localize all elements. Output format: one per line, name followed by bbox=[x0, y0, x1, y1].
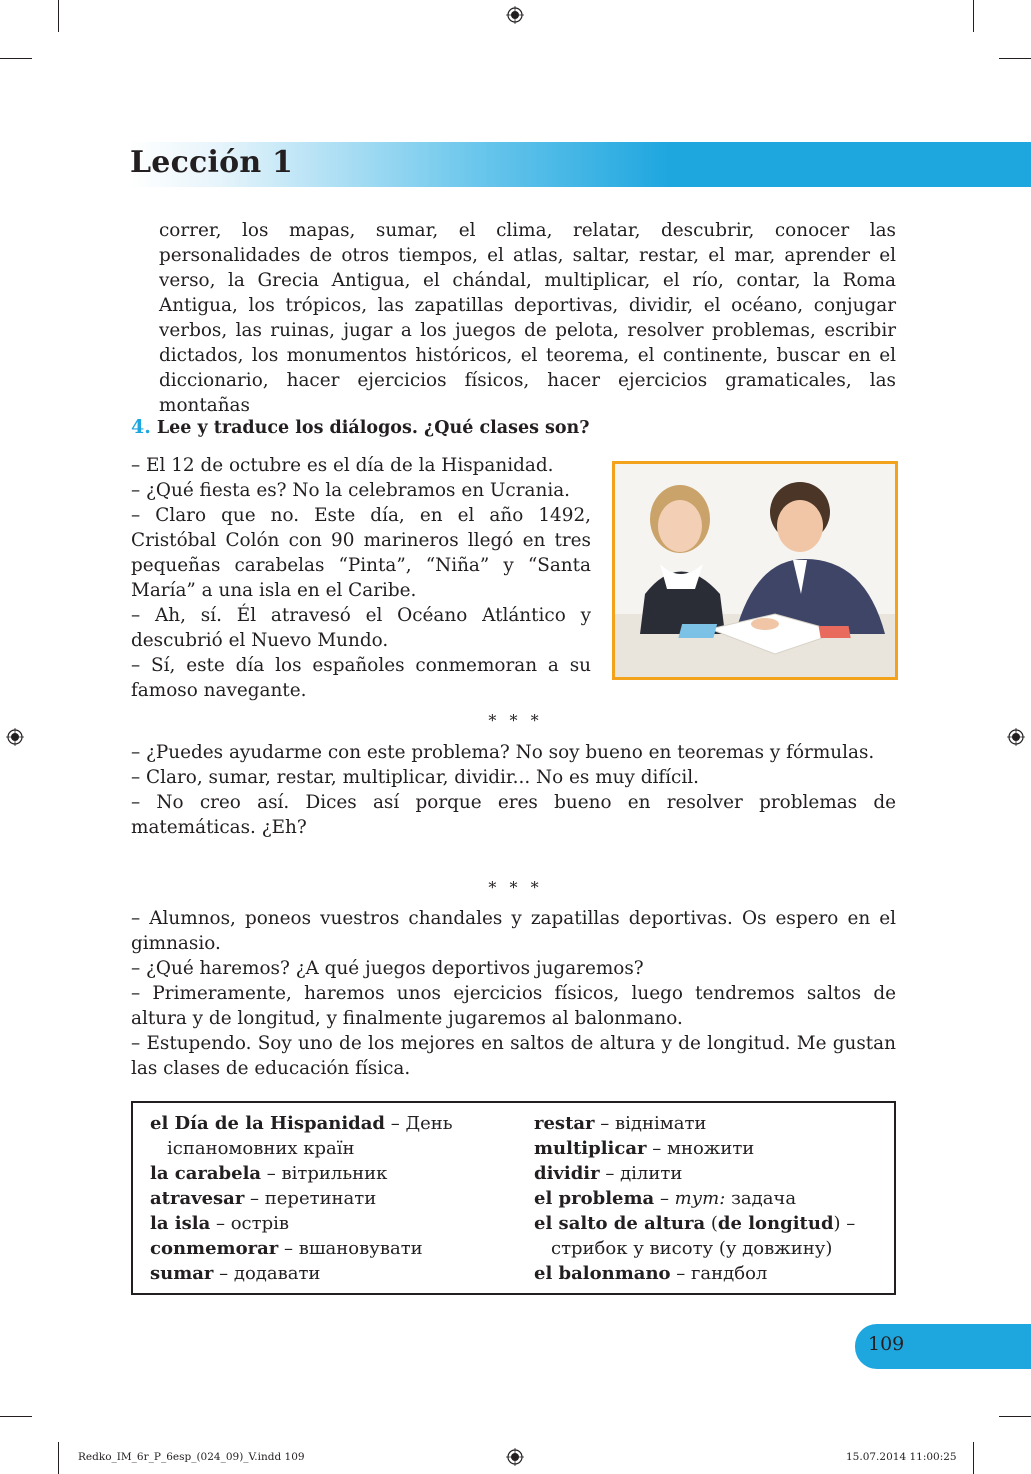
registration-mark-icon bbox=[1007, 728, 1025, 746]
registration-mark-icon bbox=[6, 728, 24, 746]
dialog-line: – ¿Puedes ayudarme con este problema? No soy bueno en teoremas y fórmulas. bbox=[131, 742, 875, 763]
dialog-line: – Claro que no. Este día, en el año 1492, Cristóbal Colón con 90 marineros llegó en tres pequeñas carabelas “Pinta”, “Niña” y “Santa María” a una isla en el Caribe. bbox=[131, 505, 591, 601]
dialog-line: – Estupendo. Soy uno de los mejores en saltos de altura y de longitud. Me gustan las clases de educación física. bbox=[131, 1033, 896, 1079]
vocab-entry: dividir – ділити bbox=[534, 1163, 683, 1184]
dialog-hispanidad bbox=[131, 453, 591, 703]
dialog-math bbox=[131, 740, 896, 840]
vocabulary-word-list: correr, los mapas, sumar, el clima, relatar, descubrir, conocer las personalidades de otros tiempos, el atlas, saltar, restar, el mar, aprender el verso, la Grecia Antigua, el chándal, multiplicar, el río, contar, la Roma Antigua, los trópicos, las zapatillas deportivas, dividir, el océano, conjugar verbos, las ruinas, jugar a los juegos de pelota, resolver problemas, escribir dictados, los monumentos históricos, el teorema, el continente, buscar en el diccionario, hacer ejercicios físicos, hacer ejercicios gramaticales, las montañas bbox=[159, 220, 896, 416]
dialog-line: – Alumnos, poneos vuestros chandales y zapatillas deportivas. Os espero en el gimnasio. bbox=[131, 908, 896, 954]
dialog-line: – Sí, este día los españoles conmemoran a su famoso navegante. bbox=[131, 655, 591, 701]
exercise-heading bbox=[131, 416, 590, 438]
vocab-entry: sumar – додавати bbox=[150, 1263, 321, 1284]
section-separator: * * * bbox=[488, 878, 543, 897]
registration-mark-icon bbox=[506, 1448, 524, 1466]
children-reading-illustration bbox=[615, 464, 895, 677]
crop-mark bbox=[58, 0, 59, 32]
vocab-entry-continuation: іспаномовних країн bbox=[167, 1138, 355, 1159]
dialog-line: – Primeramente, haremos unos ejercicios físicos, luego tendremos saltos de altura y de longitud, y finalmente jugaremos al balonmano. bbox=[131, 983, 896, 1029]
dialog-line: – Claro, sumar, restar, multiplicar, dividir... No es muy difícil. bbox=[131, 767, 699, 788]
dialog-pe bbox=[131, 906, 896, 1081]
crop-mark bbox=[0, 1416, 32, 1417]
vocabulary-column-left bbox=[150, 1111, 520, 1286]
photo-children-reading bbox=[612, 461, 898, 680]
crop-mark bbox=[0, 58, 32, 59]
vocab-entry: el balonmano – гандбол bbox=[534, 1263, 768, 1284]
vocab-entry: el problema – тут: задача bbox=[534, 1188, 797, 1209]
vocabulary-column-right bbox=[534, 1111, 894, 1286]
vocab-entry: restar – віднімати bbox=[534, 1113, 707, 1134]
vocab-entry: multiplicar – множити bbox=[534, 1138, 755, 1159]
dialog-line: – Ah, sí. Él atravesó el Océano Atlántico y descubrió el Nuevo Mundo. bbox=[131, 605, 591, 651]
crop-mark bbox=[973, 1442, 974, 1474]
vocab-entry: conmemorar – вшановувати bbox=[150, 1238, 423, 1259]
vocab-entry: la carabela – вітрильник bbox=[150, 1163, 388, 1184]
vocab-entry: la isla – острів bbox=[150, 1213, 289, 1234]
crop-mark bbox=[999, 1416, 1031, 1417]
footer-file-name: Redko_IM_6r_P_6esp_(024_09)_V.indd 109 bbox=[78, 1451, 305, 1463]
registration-mark-icon bbox=[506, 6, 524, 24]
crop-mark bbox=[58, 1442, 59, 1474]
exercise-number: 4. bbox=[131, 416, 151, 438]
dialog-line: – No creo así. Dices así porque eres bueno en resolver problemas de matemáticas. ¿Eh? bbox=[131, 792, 896, 838]
crop-mark bbox=[973, 0, 974, 32]
section-separator: * * * bbox=[488, 711, 543, 730]
vocab-entry: el Día de la Hispanidad – День bbox=[150, 1113, 453, 1134]
lesson-title: Lección 1 bbox=[130, 145, 294, 180]
footer-timestamp: 15.07.2014 11:00:25 bbox=[846, 1451, 957, 1463]
vocab-entry: el salto de altura (de longitud) – bbox=[534, 1213, 856, 1234]
vocab-entry: atravesar – перетинати bbox=[150, 1188, 377, 1209]
exercise-instruction: Lee y traduce los diálogos. ¿Qué clases son? bbox=[156, 418, 590, 438]
dialog-line: – ¿Qué fiesta es? No la celebramos en Ucrania. bbox=[131, 480, 571, 501]
crop-mark bbox=[999, 58, 1031, 59]
vocab-entry-continuation: стрибок у висоту (у довжину) bbox=[551, 1238, 833, 1259]
page-number: 109 bbox=[868, 1333, 905, 1355]
vocabulary-box bbox=[131, 1101, 896, 1295]
dialog-line: – ¿Qué haremos? ¿A qué juegos deportivos jugaremos? bbox=[131, 958, 644, 979]
dialog-line: – El 12 de octubre es el día de la Hispanidad. bbox=[131, 455, 554, 476]
